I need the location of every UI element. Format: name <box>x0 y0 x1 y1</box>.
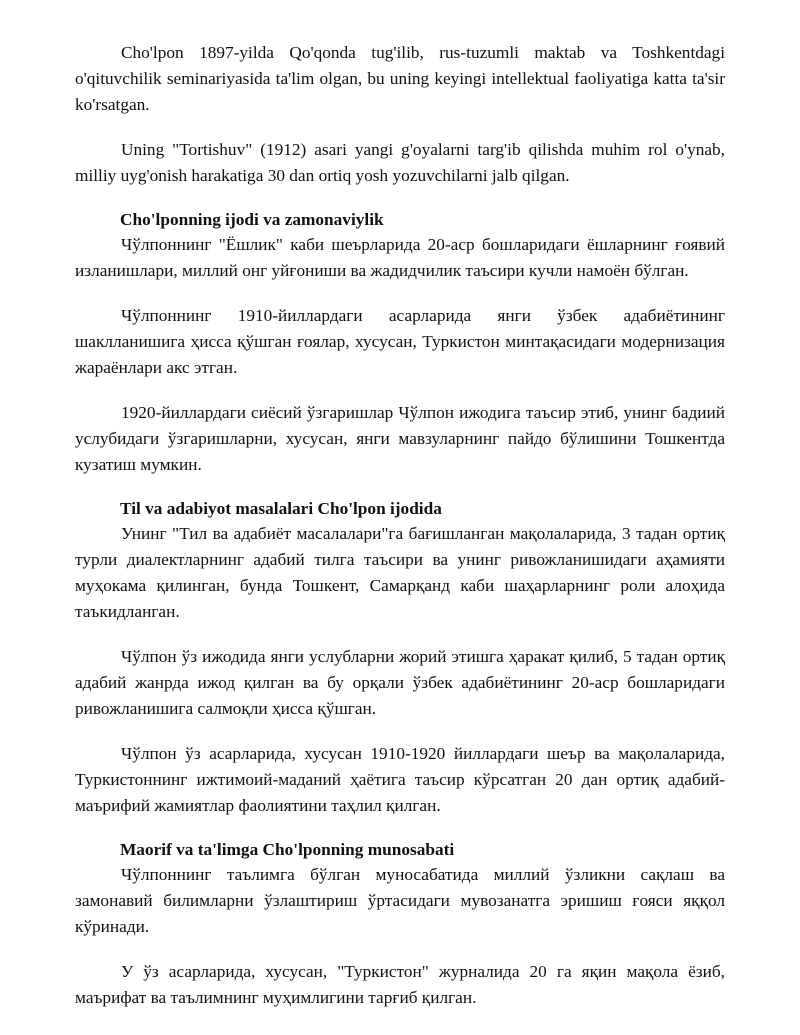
paragraph: Cho'lpon 1897-yilda Qo'qonda tug'ilib, rus-tuzumli maktab va Toshkentdagi o'qituvchilik seminariyasida ta'lim olgan, bu uning keyingi intellektual faoliyatiga katta ta'sir ko'rsatgan. <box>75 43 725 114</box>
paragraph: Uning "Tortishuv" (1912) asari yangi g'oyalarni targ'ib qilishda muhim rol o'ynab, milliy uyg'onish harakatiga 30 dan ortiq yosh yozuvchilarni jalb qilgan. <box>75 140 725 185</box>
section-heading: Til va adabiyot masalalari Cho'lpon ijodida <box>120 499 442 518</box>
paragraph: Чўлпоннинг таълимга бўлган муносабатида миллий ўзликни сақлаш ва замонавий билимларни ўзлаштириш ўртасидаги мувозанатга эришиш ғояси яққол кўринади. <box>75 865 725 936</box>
paragraph: 1920-йиллардаги сиёсий ўзгаришлар Чўлпон ижодига таъсир этиб, унинг бадиий услубидаги ўзгаришларни, хусусан, янги мавзуларнинг пайдо бўлишини Тошкентда кузатиш мумкин. <box>75 403 725 474</box>
paragraph: У ўз асарларида, хусусан, "Туркистон" журналида 20 га яқин мақола ёзиб, маърифат ва таълимнинг муҳимлигини тарғиб қилган. <box>75 962 725 1007</box>
document-page <box>75 40 725 1030</box>
paragraph: Чўлпон ўз асарларида, хусусан 1910-1920 йиллардаги шеър ва мақолаларида, Туркистоннинг ижтимоий-маданий ҳаётига таъсир кўрсатган 20 дан ортиқ адабий-маърифий жамиятлар фаолиятини таҳлил қилган. <box>75 744 725 815</box>
paragraph: Чўлпоннинг 1910-йиллардаги асарларида янги ўзбек адабиётининг шаклланишига ҳисса қўшган ғоялар, хусусан, Туркистон минтақасидаги модернизация жараёнлари акс этган. <box>75 306 725 377</box>
paragraph: Чўлпон ўз ижодида янги услубларни жорий этишга ҳаракат қилиб, 5 тадан ортиқ адабий жанрда ижод қилган ва бу орқали ўзбек адабиётининг 20-аср бошларидаги ривожланишига салмоқли ҳисса қўшган. <box>75 647 725 718</box>
section-heading: Cho'lponning ijodi va zamonaviylik <box>120 210 384 229</box>
section-heading: Maorif va ta'limga Cho'lponning munosabati <box>120 840 455 859</box>
paragraph: Унинг "Тил ва адабиёт масалалари"га бағишланган мақолаларида, 3 тадан ортиқ турли диалектларнинг адабий тилга таъсири ва унинг ривожланишидаги аҳамияти муҳокама қилинган, бунда Тошкент, Самарқанд каби шаҳарларнинг роли алоҳида таъкидланган. <box>75 524 725 621</box>
paragraph: Чўлпоннинг "Ёшлик" каби шеърларида 20-аср бошларидаги ёшларнинг ғоявий изланишлари, миллий онг уйғониши ва жадидчилик таъсири кучли намоён бўлган. <box>75 235 725 280</box>
